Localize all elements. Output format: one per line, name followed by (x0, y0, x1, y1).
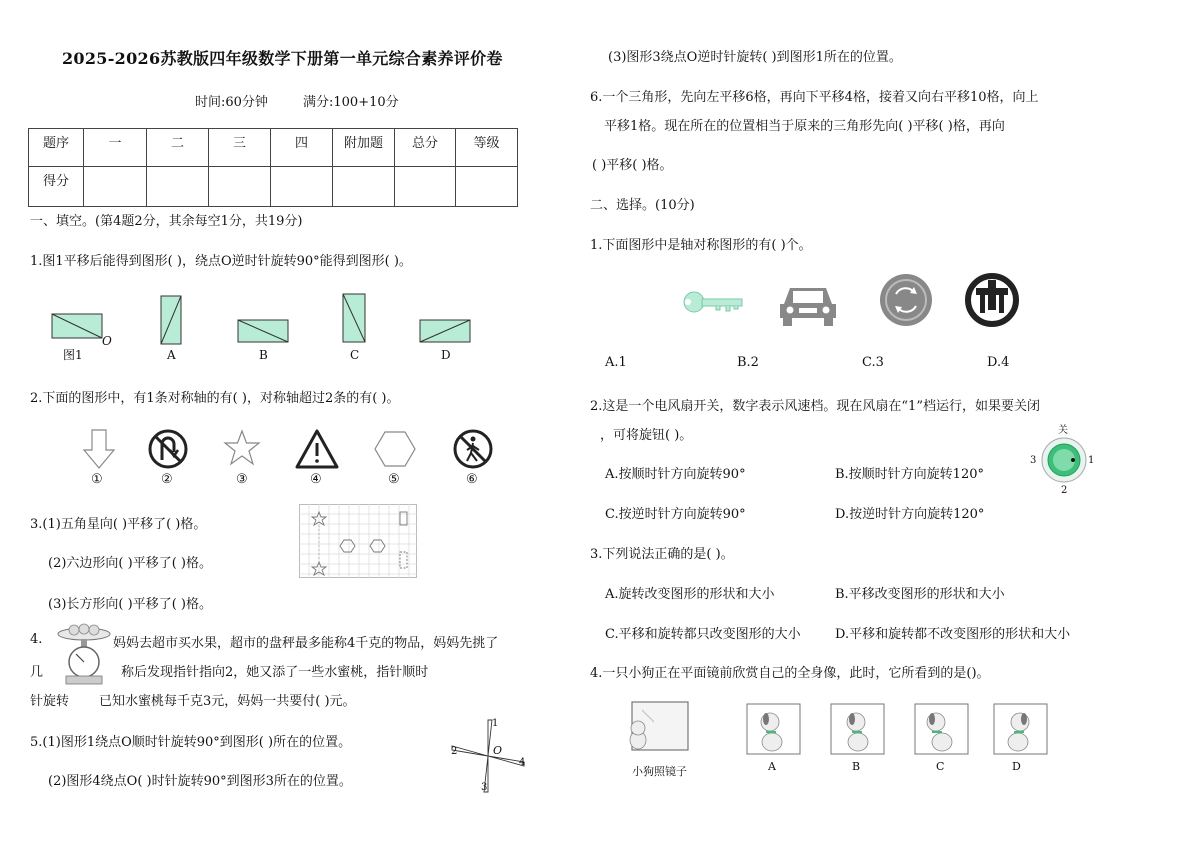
choice-1-option-b[interactable]: B.2 (737, 355, 759, 370)
section-1-heading: 一、填空。(第4题2分，其余每空1分，共19分) (30, 214, 303, 229)
question-1-6-line-2: 平移1格。现在所在的位置相当于原来的三角形先向( )平移( )格，再向 (604, 119, 1005, 134)
question-1-4-line-1: 妈妈去超市买水果，超市的盘秤最多能称4千克的物品，妈妈先挑了 (113, 636, 499, 651)
star-icon (225, 431, 259, 464)
choice-question-1: 1.下面图形中是轴对称图形的有( )个。 (590, 238, 812, 253)
figure-label-3: ③ (236, 472, 248, 487)
dog-option-a (747, 704, 800, 754)
rotation-label-o: O (493, 744, 503, 757)
question-1-5-1: 5.(1)图形1绕点O顺时针旋转90°到图形( )所在的位置。 (30, 735, 352, 750)
dog-option-d (994, 704, 1047, 754)
figure-1-rectangle (52, 314, 102, 338)
page-title: 2025-2026苏教版四年级数学下册第一单元综合素养评价卷 (62, 49, 503, 68)
question-1-6-line-3: ( )平移( )格。 (592, 158, 673, 173)
score-table (28, 128, 518, 207)
section-2-heading: 二、选择。(10分) (590, 198, 695, 213)
choice-1-option-c[interactable]: C.3 (862, 355, 884, 370)
no-u-turn-sign-icon (150, 431, 186, 467)
table-header-cell: 等级 (456, 129, 518, 167)
exam-time: 时间:60分钟 (195, 95, 268, 110)
score-cell[interactable] (271, 167, 333, 207)
figure-b-rectangle (238, 320, 288, 342)
score-cell[interactable] (456, 167, 518, 207)
table-header-cell: 题序 (29, 129, 84, 167)
dog-option-b-label[interactable]: B (852, 760, 861, 773)
choice-2-option-b[interactable]: B.按顺时针方向旋转120° (835, 467, 984, 482)
question-1-1: 1.图1平移后能得到图形( )，绕点O逆时针旋转90°能得到图形( )。 (30, 254, 412, 269)
dog-option-d-label[interactable]: D (1012, 760, 1021, 773)
question-1-3-2: (2)六边形向( )平移了( )格。 (48, 556, 212, 571)
rotation-figure (448, 716, 530, 796)
key-icon (684, 292, 742, 312)
choice-3-option-a[interactable]: A.旋转改变图形的形状和大小 (605, 587, 775, 602)
score-cell[interactable] (395, 167, 456, 207)
score-cell[interactable] (147, 167, 209, 207)
figure-label-2: ② (161, 472, 173, 487)
table-header-cell: 附加题 (333, 129, 395, 167)
rotation-label-4: 4 (519, 757, 526, 768)
knob-label-off: 关 (1058, 425, 1068, 436)
knob-label-2: 2 (1061, 485, 1068, 496)
knob-label-1: 1 (1088, 455, 1095, 466)
choice-1-option-a[interactable]: A.1 (605, 355, 627, 370)
translation-grid (299, 504, 417, 578)
hexagon-icon (375, 432, 415, 466)
choice-question-3: 3.下列说法正确的是( )。 (590, 547, 734, 562)
choice-3-option-d[interactable]: D.平移和旋转都不改变图形的形状和大小 (835, 627, 1071, 642)
figure-label-6: ⑥ (466, 472, 478, 487)
scale-icon (52, 624, 116, 688)
recycle-circle-icon (880, 274, 932, 326)
down-arrow-icon (84, 430, 114, 468)
question-1-4-number: 4. (30, 632, 43, 647)
choice-2-option-c[interactable]: C.按逆时针方向旋转90° (605, 507, 746, 522)
figure-d-label: D (441, 348, 451, 362)
choice-2-option-a[interactable]: A.按顺时针方向旋转90° (605, 467, 746, 482)
figure-a-rectangle (161, 296, 181, 344)
figure-c-rectangle (343, 294, 365, 342)
question-1-4-line-2b: 称后发现指针指向2，她又添了一些水蜜桃，指针顺时 (121, 665, 429, 680)
point-o-label: O (102, 334, 112, 348)
choice-3-option-c[interactable]: C.平移和旋转都只改变图形的大小 (605, 627, 801, 642)
figure-d-rectangle (420, 320, 470, 342)
figure-label-4: ④ (310, 472, 322, 487)
dog-option-c-label[interactable]: C (936, 760, 945, 773)
score-cell[interactable] (209, 167, 271, 207)
choice-question-2-line-1: 2.这是一个电风扇开关，数字表示风速档。现在风扇在“1”档运行，如果要关闭 (590, 399, 1040, 414)
warning-sign-icon (297, 431, 337, 467)
dog-mirror-figures (620, 700, 1060, 762)
choice-2-option-d[interactable]: D.按逆时针方向旋转120° (835, 507, 985, 522)
table-row-label: 得分 (29, 167, 84, 207)
question-1-4-line-2a: 几 (30, 665, 44, 680)
choice-question-2-line-2: ，可将旋钮( )。 (600, 428, 693, 443)
question-1-5-3: (3)图形3绕点O逆时针旋转( )到图形1所在的位置。 (608, 50, 902, 65)
c1-figures (676, 270, 1036, 330)
dog-option-b (831, 704, 884, 754)
dog-mirror-scene (630, 702, 688, 750)
score-cell[interactable] (333, 167, 395, 207)
table-header-cell: 一 (84, 129, 147, 167)
figure-b-label: B (259, 348, 268, 362)
choice-1-option-d[interactable]: D.4 (987, 355, 1010, 370)
exam-full-score: 满分:100+10分 (303, 95, 399, 110)
score-cell[interactable] (84, 167, 147, 207)
choice-3-option-b[interactable]: B.平移改变图形的形状和大小 (835, 587, 1005, 602)
table-header-cell: 四 (271, 129, 333, 167)
figure-label-5: ⑤ (388, 472, 400, 487)
figure-c-label: C (350, 348, 360, 362)
table-header-cell: 三 (209, 129, 271, 167)
question-1-3-3: (3)长方形向( )平移了( )格。 (48, 597, 212, 612)
question-1-4-line-3b: 已知水蜜桃每千克3元，妈妈一共要付( )元。 (99, 694, 356, 709)
rotation-label-1: 1 (492, 718, 499, 729)
figure-1-label: 图1 (63, 348, 83, 362)
question-1-3-1: 3.(1)五角星向( )平移了( )格。 (30, 517, 207, 532)
table-header-cell: 二 (147, 129, 209, 167)
bank-logo-icon (968, 276, 1016, 324)
dog-option-c (915, 704, 968, 754)
no-pedestrian-sign-icon (455, 431, 491, 467)
dog-option-a-label[interactable]: A (768, 760, 776, 773)
choice-question-4: 4.一只小狗正在平面镜前欣赏自己的全身像，此时，它所看到的是()。 (590, 666, 990, 681)
fan-knob-icon (1036, 434, 1095, 490)
question-1-6-line-1: 6.一个三角形，先向左平移6格，再向下平移4格，接着又向右平移10格，向上 (590, 90, 1039, 105)
table-header-cell: 总分 (395, 129, 456, 167)
question-1-5-2: (2)图形4绕点O( )时针旋转90°到图形3所在的位置。 (48, 774, 352, 789)
q2-figures (80, 428, 500, 473)
question-1-2: 2.下面的图形中，有1条对称轴的有( )，对称轴超过2条的有( )。 (30, 391, 400, 406)
figure-label-1: ① (91, 472, 103, 487)
question-1-4-line-3a: 针旋转 (30, 694, 70, 709)
figure-a-label: A (167, 348, 176, 362)
knob-label-3: 3 (1030, 455, 1037, 466)
car-icon (780, 288, 836, 326)
rotation-label-3: 3 (481, 782, 488, 793)
dog-mirror-caption: 小狗照镜子 (632, 765, 687, 778)
rotation-label-2: 2 (451, 746, 458, 757)
